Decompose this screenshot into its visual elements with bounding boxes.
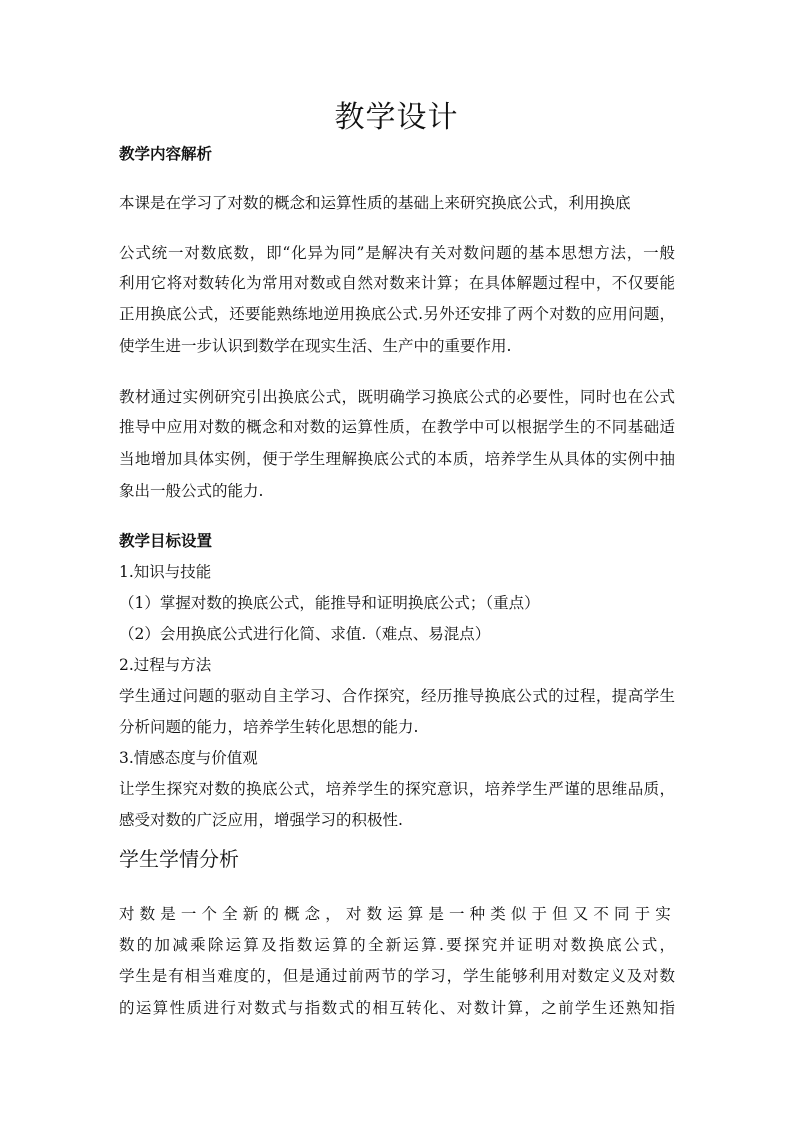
section-heading-objectives: 教学目标设置 bbox=[119, 531, 213, 550]
list-subitem: （2）会用换底公式进行化简、求值.（难点、易混点） bbox=[119, 625, 491, 643]
paragraph-line: 的运算性质进行对数式与指数式的相互转化、对数计算，之前学生还熟知指 bbox=[119, 999, 675, 1017]
paragraph-line: 教材通过实例研究引出换底公式，既明确学习换底公式的必要性，同时也在公式 bbox=[119, 388, 675, 406]
paragraph-line: 推导中应用对数的概念和对数的运算性质，在教学中可以根据学生的不同基础适 bbox=[119, 418, 675, 436]
paragraph-line: 感受对数的广泛应用，增强学习的积极性. bbox=[119, 811, 403, 829]
paragraph-line: 公式统一对数底数，即“化异为同”是解决有关对数问题的基本思想方法，一般 bbox=[119, 244, 675, 262]
section-heading-student-analysis: 学生学情分析 bbox=[119, 847, 239, 871]
list-item: 2.过程与方法 bbox=[119, 656, 212, 674]
paragraph-line: 数的加减乘除运算及指数运算的全新运算.要探究并证明对数换底公式， bbox=[119, 936, 675, 954]
list-subitem: （1）掌握对数的换底公式，能推导和证明换底公式；（重点） bbox=[119, 594, 540, 612]
paragraph-line: 学生是有相当难度的，但是通过前两节的学习，学生能够利用对数定义及对数 bbox=[119, 967, 675, 985]
paragraph-line: 正用换底公式，还要能熟练地逆用换底公式.另外还安排了两个对数的应用问题， bbox=[119, 305, 675, 323]
list-item: 1.知识与技能 bbox=[119, 563, 212, 581]
paragraph-line: 利用它将对数转化为常用对数或自然对数来计算；在具体解题过程中，不仅要能 bbox=[119, 274, 675, 292]
paragraph-line: 让学生探究对数的换底公式，培养学生的探究意识，培养学生严谨的思维品质， bbox=[119, 780, 675, 798]
list-item: 3.情感态度与价值观 bbox=[119, 749, 258, 767]
paragraph-line: 学生通过问题的驱动自主学习、合作探究，经历推导换底公式的过程，提高学生 bbox=[119, 687, 675, 705]
paragraph-line: 本课是在学习了对数的概念和运算性质的基础上来研究换底公式，利用换底 bbox=[119, 194, 631, 212]
paragraph-line: 对数是一个全新的概念，对数运算是一种类似于但又不同于实 bbox=[119, 905, 675, 923]
paragraph-line: 象出一般公式的能力. bbox=[119, 482, 264, 500]
paragraph-line: 分析问题的能力，培养学生转化思想的能力. bbox=[119, 718, 419, 736]
paragraph-line: 当地增加具体实例，便于学生理解换底公式的本质，培养学生从具体的实例中抽 bbox=[119, 450, 675, 468]
paragraph-line: 使学生进一步认识到数学在现实生活、生产中的重要作用. bbox=[119, 337, 512, 355]
section-heading-content-analysis: 教学内容解析 bbox=[119, 144, 213, 163]
page-title: 教学设计 bbox=[334, 100, 459, 135]
